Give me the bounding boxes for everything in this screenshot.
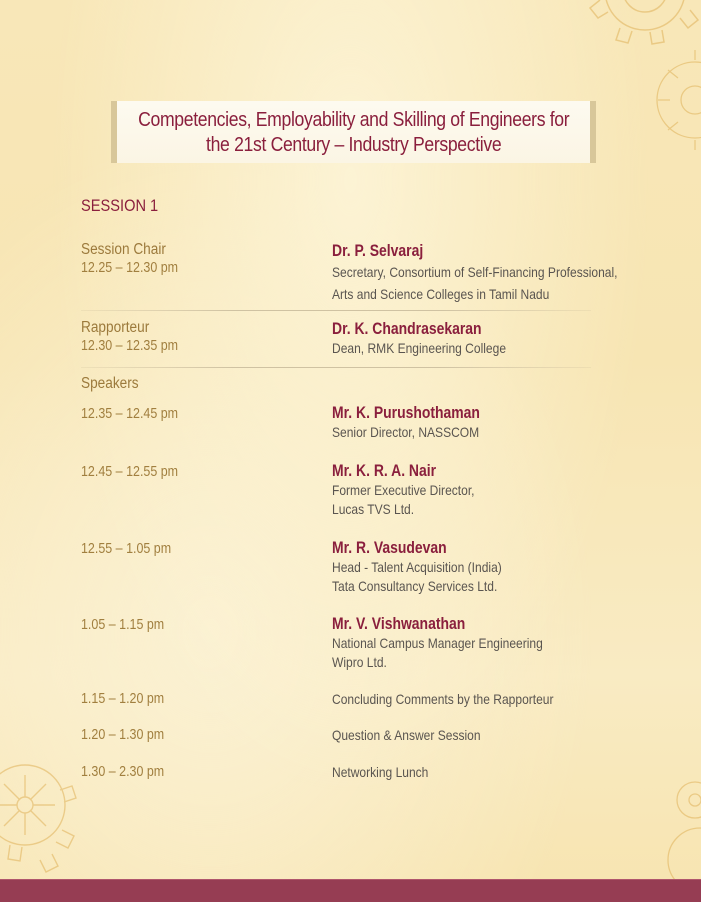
speaker-detail: Tata Consultancy Services Ltd. xyxy=(332,578,498,594)
rapporteur-detail: Dean, RMK Engineering College xyxy=(332,340,507,356)
session-chair-detail: Arts and Science Colleges in Tamil Nadu xyxy=(332,286,550,302)
speaker-name: Mr. V. Vishwanathan xyxy=(332,614,466,633)
page-title-line-2: the 21st Century – Industry Perspective xyxy=(205,133,502,156)
divider xyxy=(81,367,591,368)
speaker-detail: National Campus Manager Engineering xyxy=(332,635,543,651)
session-chair-label: Session Chair xyxy=(81,241,166,258)
speaker-detail: Wipro Ltd. xyxy=(332,654,387,670)
speaker-time: 12.55 – 1.05 pm xyxy=(81,541,172,557)
page-title-line-1: Competencies, Employability and Skilling of Engineers for xyxy=(137,108,570,131)
rapporteur-label: Rapporteur xyxy=(81,319,150,336)
gear-decoration-right-icon xyxy=(640,40,701,160)
speaker-name: Mr. K. R. A. Nair xyxy=(332,461,437,480)
session-chair-detail: Secretary, Consortium of Self-Financing Professional, xyxy=(332,264,618,280)
divider xyxy=(81,310,591,311)
gear-decoration-bottom-right-icon xyxy=(640,760,701,880)
footer-bar xyxy=(0,879,701,902)
title-box xyxy=(111,101,596,163)
gear-decoration-bottom-left-icon xyxy=(0,730,90,880)
agenda-activity: Networking Lunch xyxy=(332,764,429,780)
agenda-time: 1.15 – 1.20 pm xyxy=(81,691,165,707)
speaker-time: 1.05 – 1.15 pm xyxy=(81,617,165,633)
speaker-detail: Lucas TVS Ltd. xyxy=(332,501,415,517)
speaker-detail: Head - Talent Acquisition (India) xyxy=(332,559,502,575)
speaker-time: 12.45 – 12.55 pm xyxy=(81,464,179,480)
agenda-activity: Concluding Comments by the Rapporteur xyxy=(332,691,554,707)
agenda-time: 1.30 – 2.30 pm xyxy=(81,764,165,780)
speaker-detail: Senior Director, NASSCOM xyxy=(332,424,480,440)
session-chair-time: 12.25 – 12.30 pm xyxy=(81,260,179,276)
speakers-heading-row xyxy=(81,375,621,393)
rapporteur-time: 12.30 – 12.35 pm xyxy=(81,338,179,354)
session-chair-name: Dr. P. Selvaraj xyxy=(332,241,424,260)
speaker-detail: Former Executive Director, xyxy=(332,482,475,498)
speaker-name: Mr. K. Purushothaman xyxy=(332,403,480,422)
speakers-label: Speakers xyxy=(81,375,139,392)
session-heading: SESSION 1 xyxy=(81,196,159,215)
speaker-time: 12.35 – 12.45 pm xyxy=(81,406,179,422)
rapporteur-name: Dr. K. Chandrasekaran xyxy=(332,319,482,338)
speaker-name: Mr. R. Vasudevan xyxy=(332,538,447,557)
agenda-time: 1.20 – 1.30 pm xyxy=(81,727,165,743)
page-title xyxy=(138,107,569,157)
agenda-activity: Question & Answer Session xyxy=(332,727,481,743)
